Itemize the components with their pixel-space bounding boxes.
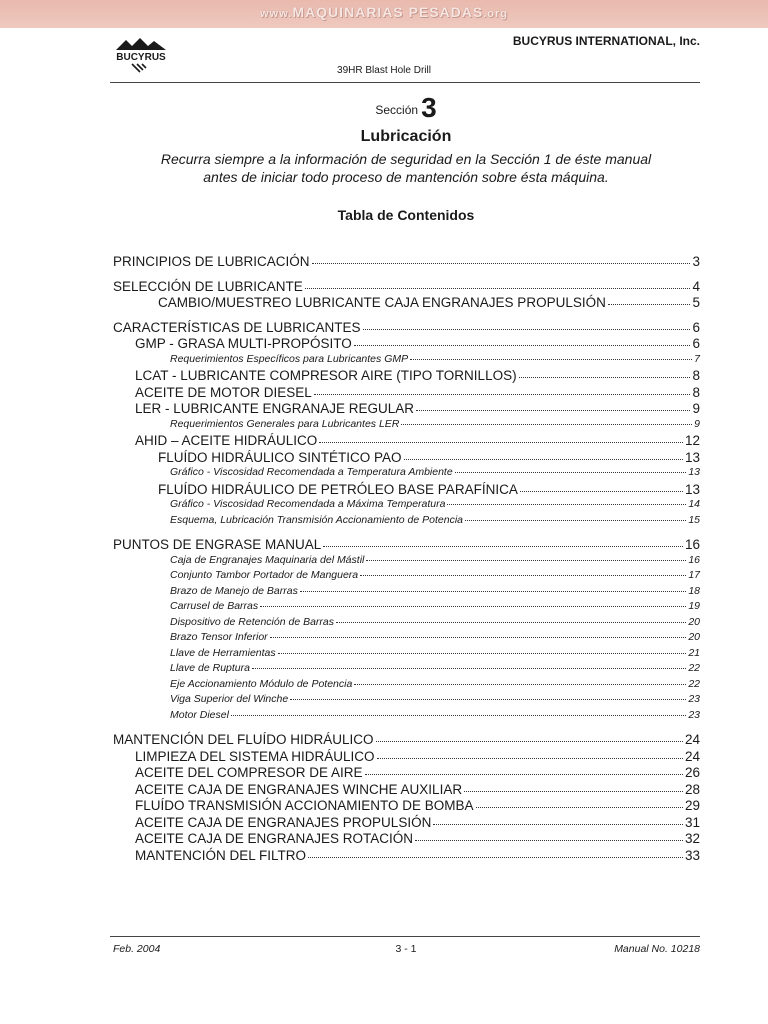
- toc-entry[interactable]: [135, 368, 700, 383]
- toc-leader-dots: [336, 622, 686, 623]
- toc-entry[interactable]: [170, 631, 700, 643]
- toc-entry-title: FLUÍDO TRANSMISIÓN ACCIONAMIENTO DE BOMBA: [135, 798, 474, 813]
- toc-leader-dots: [365, 774, 683, 775]
- toc-entry-title: Esquema, Lubricación Transmisión Accionamiento de Potencia: [170, 513, 463, 526]
- toc-entry[interactable]: [170, 647, 700, 659]
- toc-leader-dots: [410, 359, 692, 360]
- footer-date: Feb. 2004: [113, 943, 161, 955]
- toc-entry-title: Dispositivo de Retención de Barras: [170, 615, 335, 628]
- toc-leader-dots: [366, 560, 686, 561]
- toc-leader-dots: [401, 424, 692, 425]
- toc-entry-page: 18: [688, 584, 700, 597]
- toc-entry-page: 14: [688, 498, 700, 510]
- watermark-text: [0, 4, 768, 20]
- toc-leader-dots: [433, 824, 683, 825]
- toc-entry-page: 21: [688, 646, 700, 659]
- toc-entry[interactable]: [170, 466, 700, 478]
- toc-entry-page: 16: [688, 553, 700, 566]
- toc-entry-page: 28: [684, 781, 700, 797]
- toc-leader-dots: [455, 472, 687, 473]
- toc-entry-page: 15: [688, 513, 700, 526]
- toc-leader-dots: [415, 840, 683, 841]
- toc-leader-dots: [608, 304, 691, 305]
- toc-entry[interactable]: [135, 815, 700, 830]
- toc-entry-title: PRINCIPIOS DE LUBRICACIÓN: [113, 254, 310, 269]
- watermark-prefix: www.: [259, 8, 293, 20]
- toc-leader-dots: [312, 263, 691, 264]
- watermark-banner: [0, 0, 768, 28]
- toc-entry[interactable]: [170, 554, 700, 566]
- toc-entry[interactable]: [158, 295, 700, 310]
- toc-entry-title: Viga Superior del Winche: [170, 693, 289, 705]
- toc-leader-dots: [416, 410, 690, 411]
- watermark-suffix: .org: [483, 8, 508, 20]
- svg-text:BUCYRUS: BUCYRUS: [116, 52, 166, 63]
- toc-entry[interactable]: [135, 336, 700, 351]
- toc-entry-page: 20: [688, 631, 700, 643]
- toc-leader-dots: [300, 591, 686, 592]
- toc-entry-title: Gráfico - Viscosidad Recomendada a Temperatura Ambiente: [170, 466, 453, 478]
- toc-entry-title: Llave de Ruptura: [170, 662, 250, 674]
- toc-entry-title: AHID – ACEITE HIDRÁULICO: [135, 433, 318, 448]
- toc-leader-dots: [278, 653, 687, 654]
- toc-entry-page: 19: [688, 600, 700, 612]
- toc-entry-page: 32: [684, 831, 700, 846]
- toc-entry[interactable]: [170, 709, 700, 721]
- toc-entry[interactable]: [158, 450, 700, 465]
- toc-entry-page: 13: [684, 481, 700, 497]
- toc-entry-page: 22: [688, 677, 700, 690]
- toc-entry-title: Brazo de Manejo de Barras: [170, 584, 298, 597]
- toc-entry[interactable]: [113, 254, 700, 269]
- toc-entry-title: ACEITE CAJA DE ENGRANAJES PROPULSIÓN: [135, 814, 432, 830]
- toc-entry[interactable]: [135, 848, 700, 863]
- toc-entry-page: 3: [692, 254, 700, 269]
- toc-entry-title: SELECCIÓN DE LUBRICANTE: [113, 278, 303, 294]
- toc-entry-page: 33: [684, 847, 700, 863]
- safety-notice: Recurra siempre a la información de seguridad en la Sección 1 de éste manual antes de iniciar todo proceso de mantención sobre ésta máquina.: [160, 151, 652, 185]
- toc-entry-title: ACEITE DE MOTOR DIESEL: [135, 384, 312, 400]
- toc-entry-title: LCAT - LUBRICANTE COMPRESOR AIRE (TIPO TORNILLOS): [135, 368, 517, 383]
- toc-entry[interactable]: [170, 662, 700, 674]
- toc-entry[interactable]: [135, 798, 700, 813]
- toc-entry-title: LIMPIEZA DEL SISTEMA HIDRÁULICO: [135, 748, 375, 764]
- toc-entry[interactable]: [170, 498, 700, 510]
- toc-entry-page: 23: [688, 708, 700, 721]
- toc-entry-title: FLUÍDO HIDRÁULICO SINTÉTICO PAO: [158, 449, 402, 465]
- toc-leader-dots: [476, 807, 683, 808]
- toc-entry-title: GMP - GRASA MULTI-PROPÓSITO: [135, 336, 352, 351]
- toc-entry-page: 6: [692, 336, 700, 351]
- watermark-name: MAQUINARIAS PESADAS: [292, 4, 484, 20]
- toc-leader-dots: [376, 741, 683, 742]
- toc-leader-dots: [354, 345, 691, 346]
- toc-heading: Tabla de Contenidos: [337, 207, 475, 223]
- toc-entry[interactable]: [135, 749, 700, 764]
- toc-entry-title: ACEITE DEL COMPRESOR DE AIRE: [135, 765, 363, 780]
- toc-entry-page: 9: [694, 417, 700, 430]
- toc-leader-dots: [404, 459, 683, 460]
- toc-leader-dots: [354, 684, 686, 685]
- toc-entry-page: 9: [692, 401, 700, 416]
- toc-entry[interactable]: [135, 831, 700, 846]
- toc-entry-title: MANTENCIÓN DEL FLUÍDO HIDRÁULICO: [113, 732, 374, 747]
- toc-leader-dots: [308, 857, 683, 858]
- toc-entry[interactable]: [170, 693, 700, 705]
- toc-leader-dots: [520, 491, 683, 492]
- footer-rule: [110, 936, 700, 937]
- document-title: 39HR Blast Hole Drill: [337, 65, 431, 76]
- toc-entry[interactable]: [170, 585, 700, 597]
- toc-leader-dots: [260, 606, 686, 607]
- section-label: Sección: [375, 103, 419, 117]
- company-name: BUCYRUS INTERNATIONAL, Inc.: [512, 34, 700, 48]
- toc-entry-page: 13: [684, 449, 700, 465]
- header-rule: [110, 82, 700, 83]
- toc-leader-dots: [363, 329, 691, 330]
- toc-entry-page: 24: [684, 732, 700, 747]
- toc-leader-dots: [270, 637, 687, 638]
- toc-entry-title: Eje Accionamiento Módulo de Potencia: [170, 677, 353, 690]
- toc-entry-page: 12: [684, 433, 700, 448]
- toc-leader-dots: [252, 668, 686, 669]
- toc-leader-dots: [231, 715, 686, 716]
- toc-entry-title: ACEITE CAJA DE ENGRANAJES ROTACIÓN: [135, 831, 414, 846]
- toc-entry-page: 23: [688, 693, 700, 705]
- toc-entry[interactable]: [170, 569, 700, 581]
- footer-manual-number: Manual No. 10218: [614, 943, 700, 955]
- toc-entry-page: 29: [684, 798, 700, 813]
- footer-page-number: 3 - 1: [395, 943, 417, 955]
- toc-leader-dots: [464, 791, 683, 792]
- toc-entry[interactable]: [170, 514, 700, 526]
- toc-entry-title: CARACTERÍSTICAS DE LUBRICANTES: [113, 319, 361, 335]
- toc-entry-page: 22: [688, 662, 700, 674]
- toc-leader-dots: [305, 288, 691, 289]
- toc-entry-title: Brazo Tensor Inferior: [170, 631, 268, 643]
- toc-entry-page: 16: [684, 537, 700, 552]
- toc-entry[interactable]: [135, 765, 700, 780]
- toc-entry-title: Requerimientos Generales para Lubricantes LER: [170, 417, 400, 430]
- toc-entry-title: Llave de Herramientas: [170, 646, 276, 659]
- toc-entry[interactable]: [135, 401, 700, 416]
- toc-entry[interactable]: [170, 678, 700, 690]
- toc-leader-dots: [519, 377, 691, 378]
- toc-entry-page: 13: [688, 466, 700, 478]
- toc-entry-page: 7: [694, 352, 700, 365]
- toc-entry[interactable]: [170, 418, 700, 430]
- toc-entry-title: ACEITE CAJA DE ENGRANAJES WINCHE AUXILIAR: [135, 781, 463, 797]
- toc-entry-title: CAMBIO/MUESTREO LUBRICANTE CAJA ENGRANAJES PROPULSIÓN: [158, 295, 606, 310]
- toc-entry-page: 17: [688, 569, 700, 581]
- toc-entry-title: MANTENCIÓN DEL FILTRO: [135, 847, 307, 863]
- toc-entry-title: Conjunto Tambor Portador de Manguera: [170, 569, 359, 581]
- toc-entry-title: LER - LUBRICANTE ENGRANAJE REGULAR: [135, 401, 415, 416]
- toc-leader-dots: [319, 442, 683, 443]
- toc-leader-dots: [465, 520, 686, 521]
- toc-entry-title: FLUÍDO HIDRÁULICO DE PETRÓLEO BASE PARAFÍNICA: [158, 481, 518, 497]
- toc-entry-title: Gráfico - Viscosidad Recomendada a Máxima Temperatura: [170, 498, 446, 510]
- chapter-title: Lubricación: [360, 128, 452, 145]
- toc-leader-dots: [314, 394, 691, 395]
- toc-entry[interactable]: [158, 482, 700, 497]
- toc-entry-page: 8: [692, 384, 700, 400]
- toc-leader-dots: [377, 758, 683, 759]
- toc-entry-title: Motor Diesel: [170, 708, 229, 721]
- toc-entry[interactable]: [170, 616, 700, 628]
- toc-entry[interactable]: [113, 537, 700, 552]
- toc-entry-page: 20: [688, 615, 700, 628]
- toc-entry[interactable]: [113, 320, 700, 335]
- toc-entry-title: Carrusel de Barras: [170, 600, 259, 612]
- toc-entry-page: 31: [684, 814, 700, 830]
- toc-entry-page: 4: [692, 278, 700, 294]
- toc-entry[interactable]: [135, 385, 700, 400]
- toc-entry-page: 8: [692, 368, 700, 383]
- toc-entry-title: Caja de Engranajes Maquinaria del Mástil: [170, 553, 365, 566]
- toc-leader-dots: [360, 575, 686, 576]
- toc-entry-page: 5: [692, 295, 700, 310]
- toc-entry-page: 6: [692, 319, 700, 335]
- toc-entry-title: Requerimientos Específicos para Lubricantes GMP: [170, 352, 409, 365]
- toc-entry[interactable]: [170, 600, 700, 612]
- toc-entry-title: PUNTOS DE ENGRASE MANUAL: [113, 537, 322, 552]
- toc-entry[interactable]: [113, 279, 700, 294]
- toc-entry-page: 26: [684, 765, 700, 780]
- toc-leader-dots: [290, 699, 686, 700]
- toc-entry[interactable]: [170, 353, 700, 365]
- toc-entry[interactable]: [135, 433, 700, 448]
- toc-leader-dots: [447, 504, 686, 505]
- toc-entry[interactable]: [113, 732, 700, 747]
- toc-entry-page: 24: [684, 748, 700, 764]
- toc-entry[interactable]: [135, 782, 700, 797]
- toc-leader-dots: [323, 546, 683, 547]
- section-number: 3: [421, 92, 437, 123]
- section-heading: [0, 92, 768, 124]
